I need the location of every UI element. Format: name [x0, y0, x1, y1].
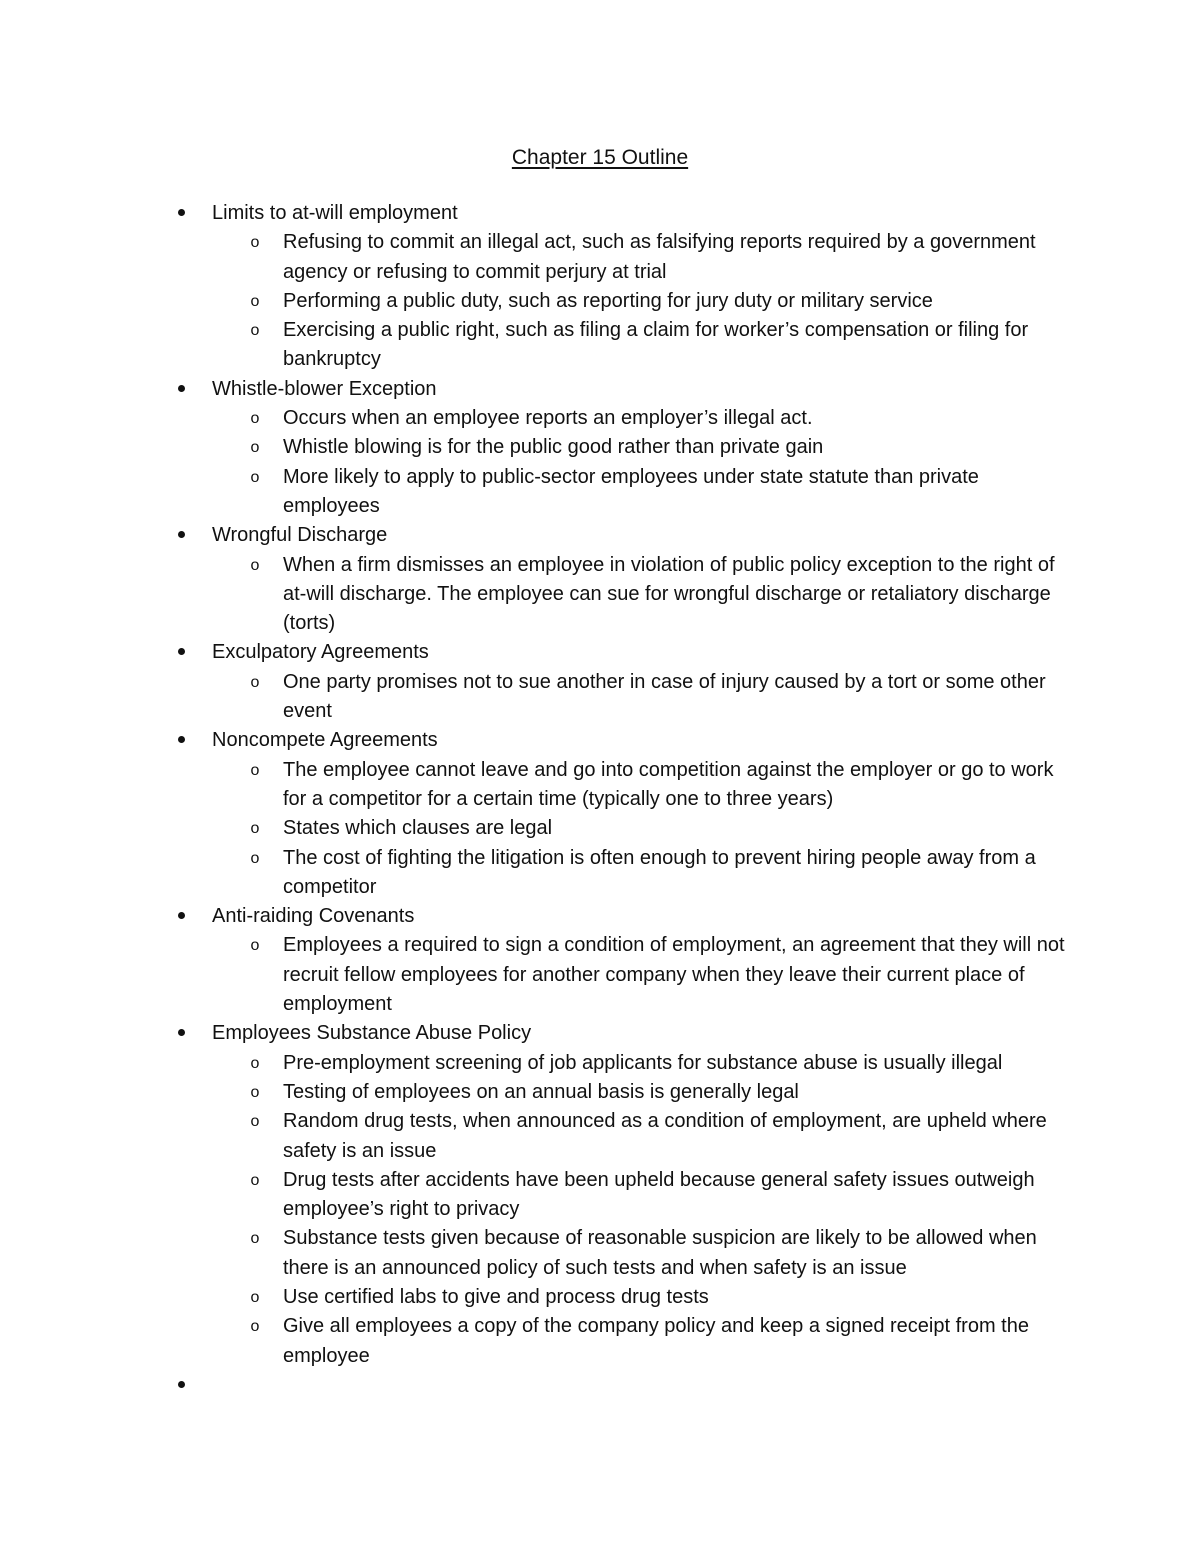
circle-bullet-icon: o [250, 292, 260, 310]
circle-bullet-icon: o [250, 1171, 260, 1189]
sub-list [0, 931, 1200, 1019]
list-item [0, 756, 1200, 815]
list-item-text: One party promises not to sue another in case of injury caused by a tort or some other event [283, 670, 1046, 723]
sub-list [0, 228, 1200, 374]
list-item [0, 433, 1200, 462]
list-item [0, 931, 1200, 1019]
circle-bullet-icon: o [250, 1113, 260, 1131]
page-title: Chapter 15 Outline [511, 146, 689, 169]
list-item-text: When a firm dismisses an employee in violation of public policy exception to the right of at-will discharge. The employee can sue for wrongful discharge or retaliatory discharge (torts) [283, 553, 1055, 635]
sub-list [0, 756, 1200, 902]
bullet-icon [175, 1371, 187, 1400]
list-item [0, 551, 1200, 639]
bullet-icon [175, 375, 187, 404]
list-item-text: States which clauses are legal [283, 817, 553, 840]
list-item-text: Testing of employees on an annual basis is generally legal [283, 1080, 799, 1103]
circle-bullet-icon: o [250, 439, 260, 457]
list-item-text: Performing a public duty, such as reporting for jury duty or military service [283, 289, 933, 312]
list-item [0, 1312, 1200, 1371]
outline-section [0, 199, 1200, 375]
sub-list [0, 668, 1200, 727]
list-item-text: Whistle blowing is for the public good rather than private gain [283, 436, 824, 459]
list-item-text: Random drug tests, when announced as a condition of employment, are upheld where safety is an issue [283, 1110, 1047, 1162]
list-item [0, 1166, 1200, 1225]
circle-bullet-icon: o [250, 410, 260, 428]
section-heading: Wrongful Discharge [212, 524, 388, 547]
sub-list [0, 551, 1200, 639]
circle-bullet-icon: o [250, 1288, 260, 1306]
bullet-icon [175, 199, 187, 228]
section-heading: Exculpatory Agreements [212, 641, 429, 664]
outline-section [0, 902, 1200, 1019]
list-item [0, 1283, 1200, 1312]
list-item-text: More likely to apply to public-sector employees under state statute than private employees [283, 465, 979, 517]
circle-bullet-icon: o [250, 322, 260, 340]
outline-list [0, 199, 1200, 1400]
list-item [0, 1107, 1200, 1166]
circle-bullet-icon: o [250, 1054, 260, 1072]
bullet-icon [175, 638, 187, 667]
list-item [0, 1049, 1200, 1078]
outline-section [0, 375, 1200, 521]
bullet-icon [175, 726, 187, 755]
list-item-text: Substance tests given because of reasonable suspicion are likely to be allowed when there is an announced policy of such tests and when safety is an issue [283, 1227, 1037, 1279]
list-item [0, 668, 1200, 727]
bullet-icon [175, 902, 187, 931]
outline-section [0, 1019, 1200, 1371]
list-item-text: The cost of fighting the litigation is often enough to prevent hiring people away from a competitor [283, 846, 1036, 898]
list-item-text: Occurs when an employee reports an employer’s illegal act. [283, 407, 813, 430]
circle-bullet-icon: o [250, 761, 260, 779]
circle-bullet-icon: o [250, 673, 260, 691]
outline-section [0, 521, 1200, 638]
list-item [0, 1078, 1200, 1107]
list-item-text: Refusing to commit an illegal act, such as falsifying reports required by a government agency or refusing to commit perjury at trial [283, 231, 1036, 283]
list-item [0, 404, 1200, 433]
section-heading: Limits to at-will employment [212, 202, 458, 224]
list-item-text: Exercising a public right, such as filing a claim for worker’s compensation or filing for bankruptcy [283, 319, 1029, 371]
circle-bullet-icon: o [250, 1083, 260, 1101]
bullet-icon [175, 1019, 187, 1048]
section-heading: Whistle-blower Exception [212, 377, 437, 400]
circle-bullet-icon: o [250, 234, 260, 252]
sub-list [0, 404, 1200, 521]
circle-bullet-icon: o [250, 937, 260, 955]
list-item-text: The employee cannot leave and go into competition against the employer or go to work for a competitor for a certain time (typically one to three years) [283, 758, 1054, 810]
outline-section [0, 1371, 1200, 1400]
outline-section [0, 638, 1200, 726]
bullet-icon [175, 521, 187, 550]
circle-bullet-icon: o [250, 1230, 260, 1248]
outline-section [0, 726, 1200, 902]
section-heading: Anti-raiding Covenants [212, 905, 415, 928]
list-item [0, 287, 1200, 316]
list-item [0, 814, 1200, 843]
sub-list [0, 1049, 1200, 1371]
list-item [0, 844, 1200, 903]
list-item [0, 463, 1200, 522]
list-item [0, 316, 1200, 375]
list-item-text: Give all employees a copy of the company policy and keep a signed receipt from the employee [283, 1315, 1029, 1367]
list-item-text: Drug tests after accidents have been upheld because general safety issues outweigh employee’s right to privacy [283, 1168, 1035, 1221]
circle-bullet-icon: o [250, 820, 260, 838]
list-item [0, 228, 1200, 287]
list-item-text: Employees a required to sign a condition of employment, an agreement that they will not recruit fellow employees for another company when they leave their current place of employment [283, 934, 1065, 1016]
list-item [0, 1224, 1200, 1283]
circle-bullet-icon: o [250, 556, 260, 574]
circle-bullet-icon: o [250, 1318, 260, 1336]
list-item-text: Pre-employment screening of job applicants for substance abuse is usually illegal [283, 1051, 1003, 1074]
circle-bullet-icon: o [250, 468, 260, 486]
circle-bullet-icon: o [250, 849, 260, 867]
section-heading: Employees Substance Abuse Policy [212, 1022, 532, 1045]
section-heading: Noncompete Agreements [212, 729, 438, 752]
empty-line [212, 1371, 1200, 1400]
list-item-text: Use certified labs to give and process drug tests [283, 1285, 709, 1308]
